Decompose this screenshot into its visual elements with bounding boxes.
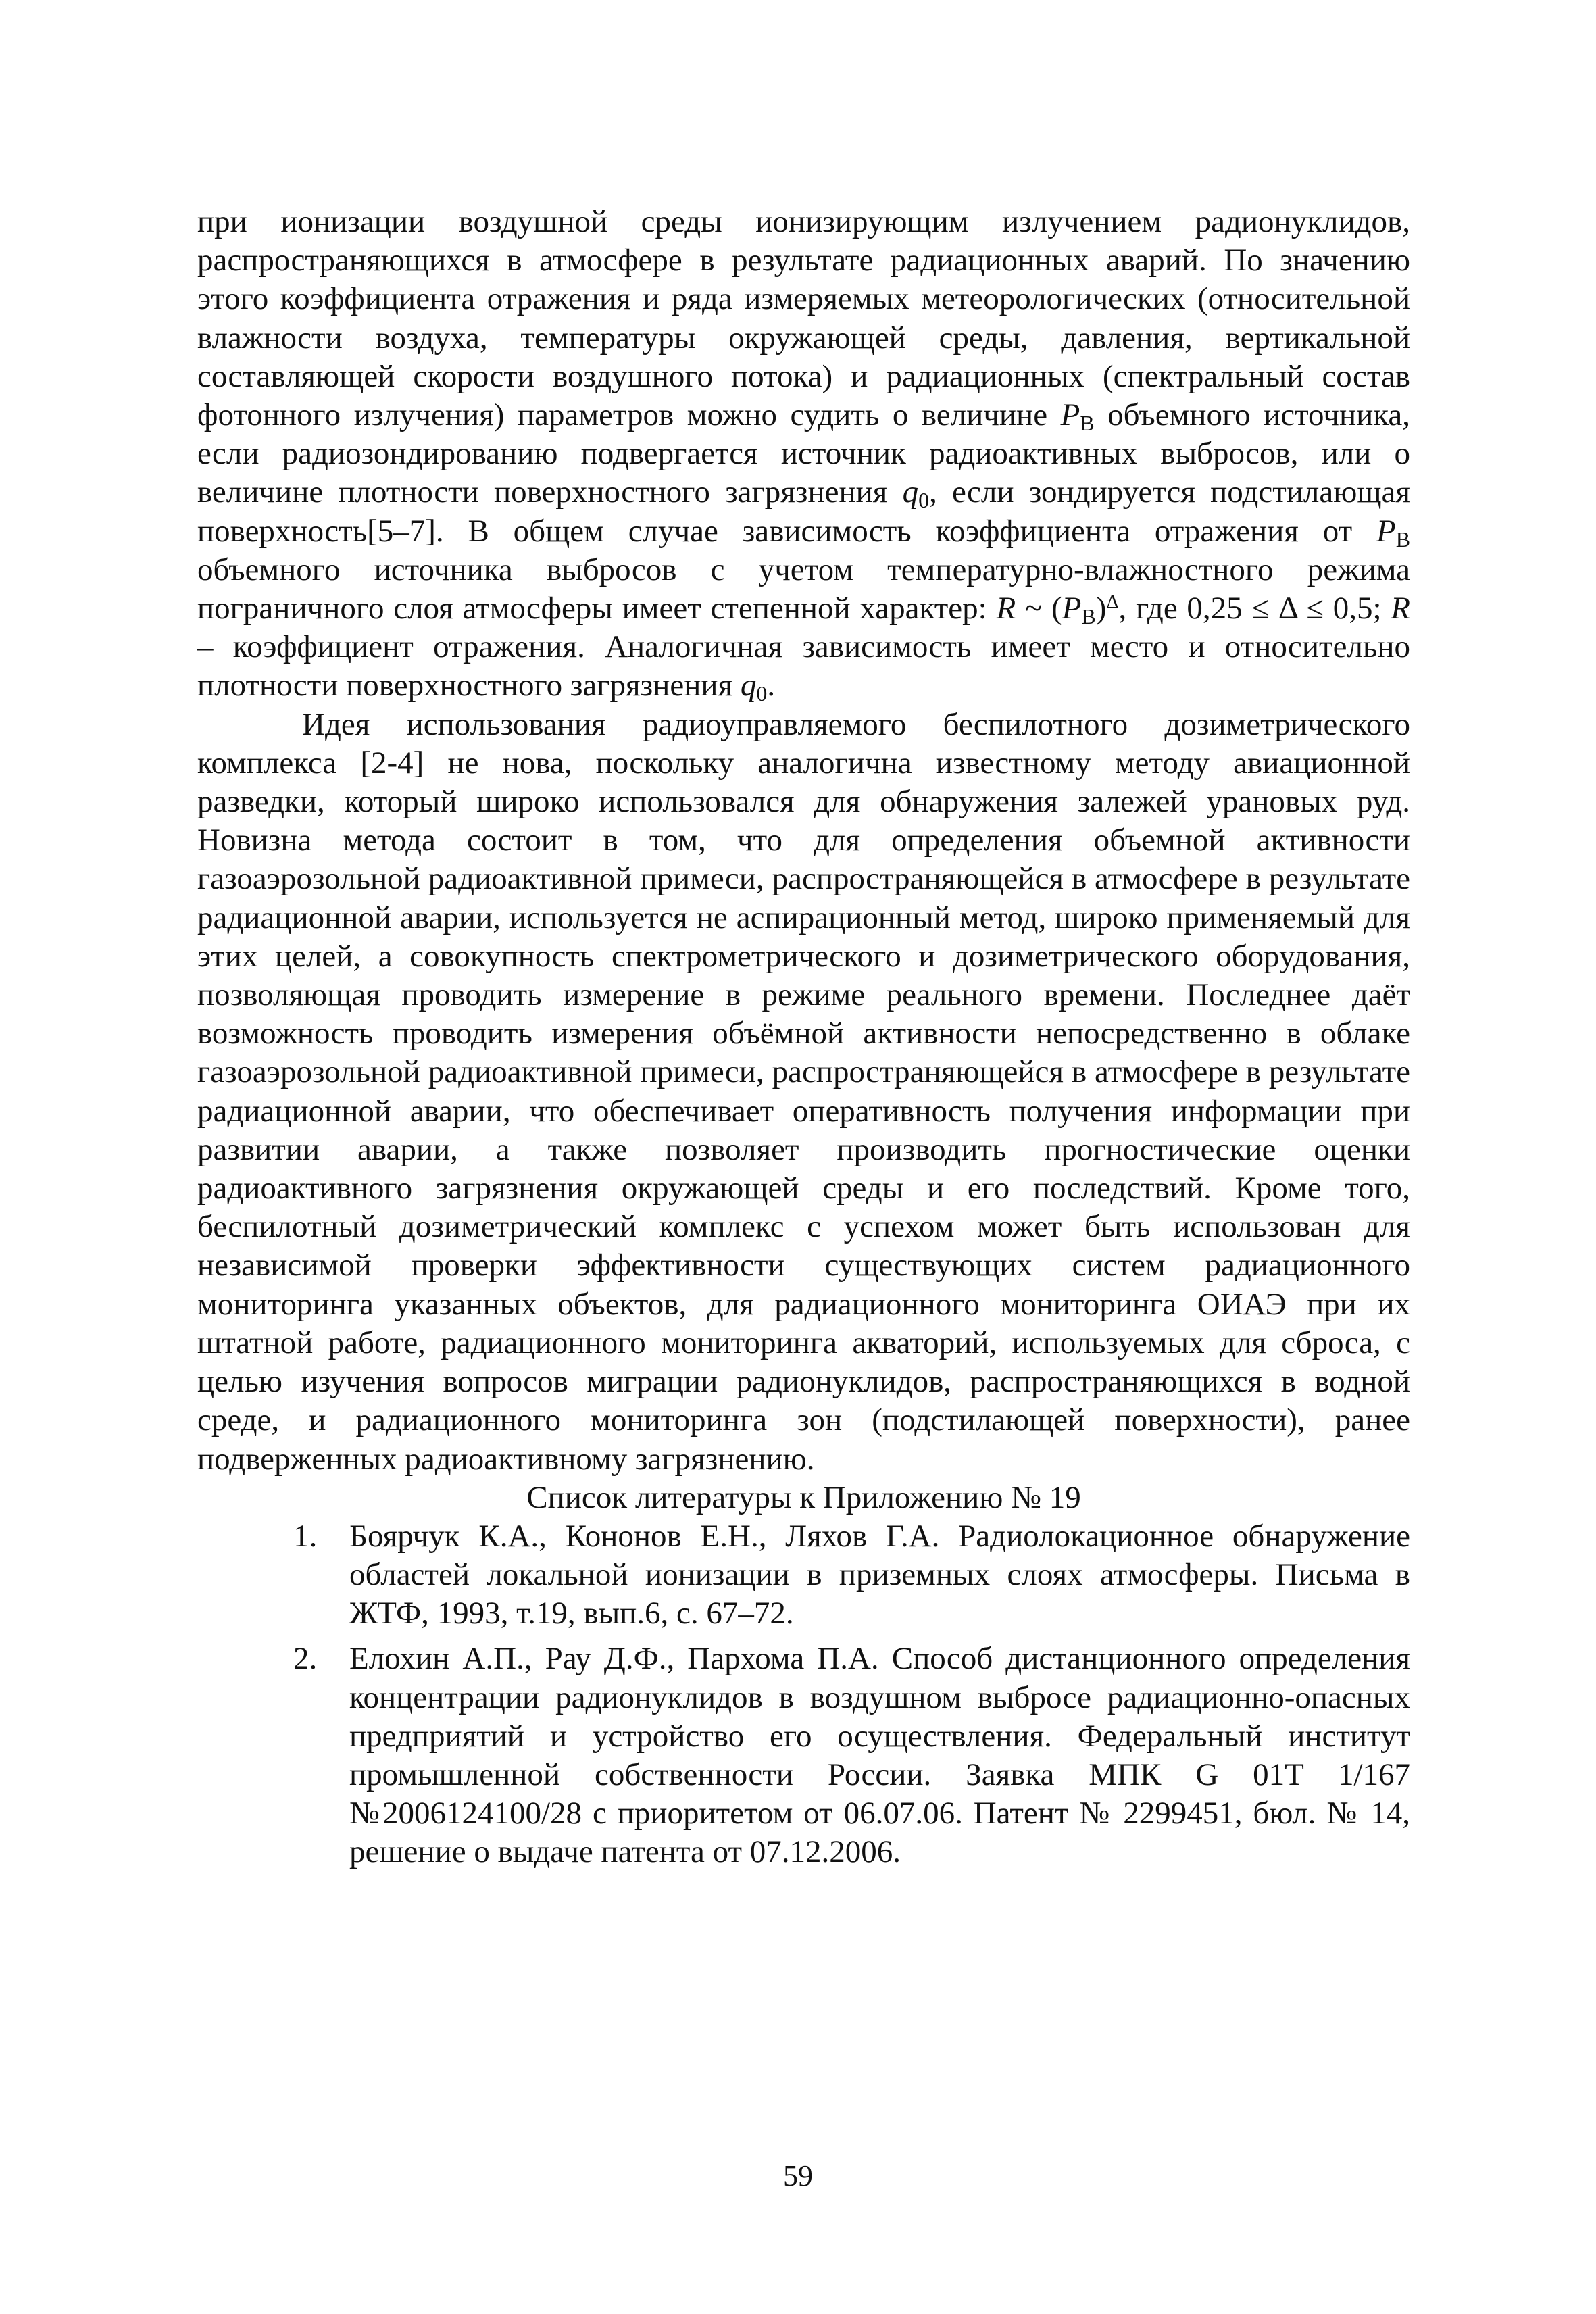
symbol-p: P [1062, 591, 1082, 626]
superscript-delta: Δ [1106, 591, 1119, 613]
symbol-q: q [740, 668, 757, 704]
symbol-r: R [1391, 591, 1410, 626]
reference-list [197, 1517, 1410, 1872]
paragraph-1 [197, 203, 1410, 706]
subscript: 0 [918, 489, 930, 513]
text-run: . [767, 668, 776, 704]
text-run: объемного источника, если радиозондированию подвергается источник радиоактивных выбросов, или о величине плотности поверхностного загрязнения [197, 397, 1410, 510]
symbol-q: q [902, 474, 919, 510]
reference-item [197, 1517, 1410, 1633]
subscript: 0 [756, 682, 768, 706]
text-run: ) [1095, 591, 1107, 626]
reference-text: Елохин А.П., Рау Д.Ф., Пархома П.А. Способ дистанционного определения концентрации радионуклидов в воздушном выбросе радиационно-опасных предприятий и устройство его осуществления. Федеральный институт промышленной собственности России. Заявка МПК G 01T 1/167 №2006124100/28 с приоритетом от 06.07.06. Патент № 2299451, бюл. № 14, решение о выдаче патента от 07.12.2006. [349, 1641, 1410, 1870]
body-text [197, 203, 1410, 1879]
symbol-p: P [1376, 513, 1396, 549]
subscript: В [1080, 412, 1095, 435]
symbol-p: P [1060, 397, 1080, 433]
page-number: 59 [783, 2159, 813, 2192]
text-run: , если зондируется подстилающая поверхность[5–7]. В общем случае зависимость коэффициента отражения от [197, 474, 1410, 549]
text-run: , где 0,25 ≤ Δ ≤ 0,5; [1118, 591, 1391, 626]
subscript: В [1395, 527, 1410, 551]
reference-number: 2. [293, 1641, 318, 1677]
subscript: В [1081, 605, 1096, 629]
text-run: объемного источника выбросов с учетом температурно-влажностного режима пограничного слоя атмосферы имеет степенной характер: [197, 551, 1410, 626]
text-run: ~ ( [1016, 591, 1062, 626]
reference-text: Боярчук К.А., Кононов Е.Н., Ляхов Г.А. Радиолокационное обнаружение областей локальной ионизации в приземных слоях атмосферы. Письма в ЖТФ, 1993, т.19, вып.6, с. 67–72. [349, 1518, 1410, 1631]
reference-item [197, 1640, 1410, 1871]
references-heading: Список литературы к Приложению № 19 [526, 1479, 1081, 1515]
paragraph-2: Идея использования радиоуправляемого беспилотного дозиметрического комплекса [2-4] не нова, поскольку аналогична известному методу авиационной разведки, который широко использовался для обнаружения залежей урановых руд. Новизна метода состоит в том, что для определения объемной активности газоаэрозольной радиоактивной примеси, распространяющейся в атмосфере в результате радиационной аварии, используется не аспирационный метод, широко применяемый для этих целей, а совокупность спектрометрического и дозиметрического оборудования, позволяющая проводить измерение в режиме реального времени. Последнее даёт возможность проводить измерения объёмной активности непосредственно в облаке газоаэрозольной радиоактивной примеси, распространяющейся в атмосфере в результате радиационной аварии, что обеспечивает оперативность получения информации при развитии аварии, а также позволяет производить прогностические оценки радиоактивного загрязнения окружающей среды и его последствий. Кроме того, беспилотный дозиметрический комплекс с успехом может быть использован для независимой проверки эффективности существующих систем радиационного мониторинга указанных объектов, для радиационного мониторинга ОИАЭ при их штатной работе, радиационного мониторинга акваторий, используемых для сброса, с целью изучения вопросов миграции радионуклидов, распространяющихся в водной среде, и радиационного мониторинга зон (подстилающей поверхности), ранее подверженных радиоактивному загрязнению. [197, 706, 1410, 1477]
text-run: – коэффициент отражения. Аналогичная зависимость имеет место и относительно плотности поверхностного загрязнения [197, 629, 1410, 704]
text-run: при ионизации воздушной среды ионизирующим излучением радионуклидов, распространяющихся в атмосфере в результате радиационных аварий. По значению этого коэффициента отражения и ряда измеряемых метеорологических (относительной влажности воздуха, температуры окружающей среды, давления, вертикальной составляющей скорости воздушного потока) и радиационных (спектральный состав фотонного излучения) параметров можно судить о величине [197, 204, 1410, 433]
reference-number: 1. [293, 1518, 318, 1554]
symbol-r: R [996, 591, 1016, 626]
